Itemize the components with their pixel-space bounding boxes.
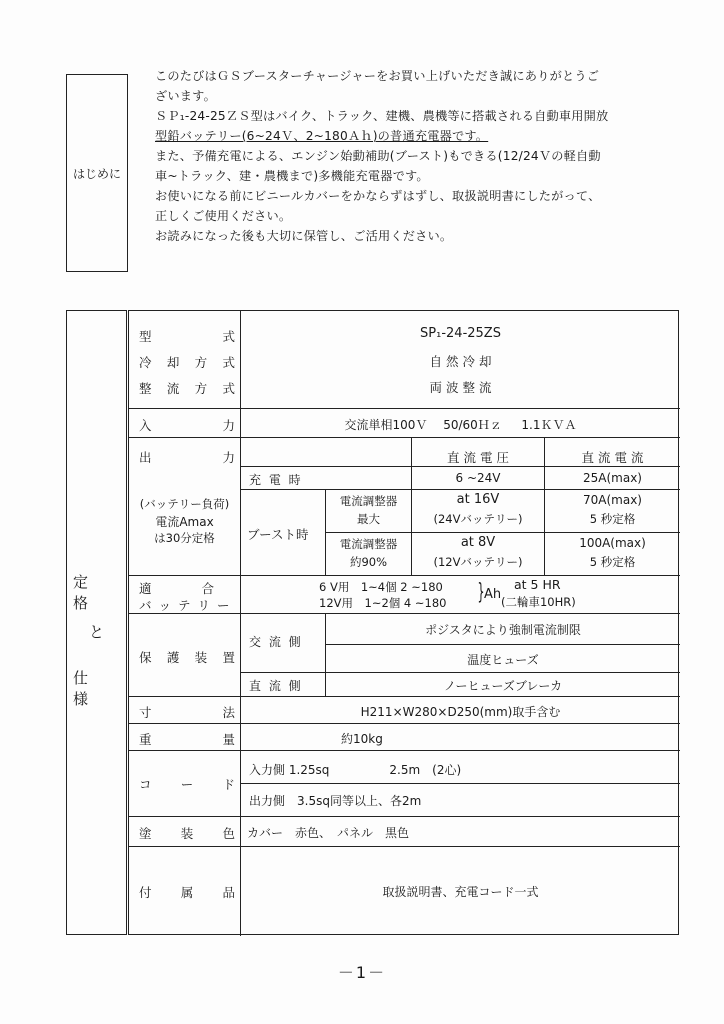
intro-line: 車~トラック、建・農機まで)多機能充電器です。 (155, 169, 429, 183)
spec-section-label-3: 仕 様 (73, 669, 103, 708)
label-char: 法 (222, 705, 235, 720)
intro-line: 型鉛バッテリー(6~24Ｖ、2~180Ａｈ)の普通充電器です。 (155, 129, 489, 143)
label-char: 置 (222, 650, 235, 665)
row-divider (129, 696, 680, 697)
boost-voltage-1a: at 16V (456, 492, 500, 507)
label-weight (139, 730, 235, 748)
row-divider (129, 408, 680, 409)
boost-regulator-2a: 電流調整器 (339, 537, 398, 551)
label-column-divider (240, 311, 241, 936)
boost-current-1a: 70A(max) (583, 493, 642, 507)
spec-section-label-box (66, 310, 127, 935)
intro-line: ＳＰ₁-24-25ＺＳ型はバイク、トラック、建機、農機等に搭載される自動車用開放 (155, 109, 609, 123)
spec-table (128, 310, 679, 935)
row-divider (129, 846, 680, 847)
row-divider (129, 750, 680, 751)
boost-label: ブースト時 (247, 527, 309, 542)
label-char: 却 (166, 355, 180, 370)
label-char: 護 (166, 650, 180, 665)
ac-side-label: 交 流 側 (249, 635, 303, 649)
label-protection (139, 648, 235, 666)
boost-voltage-2a: at 8V (460, 535, 496, 550)
intro-line: このたびはＧＳブースターチャージャーをお買い上げいただき誠にありがとうご (155, 69, 600, 83)
output-divider (325, 532, 680, 533)
boost-current-2b: 5 秒定格 (589, 555, 636, 569)
label-char: 冷 (139, 355, 152, 370)
label-dimensions (139, 703, 235, 721)
output-note-1: (バッテリー負荷) (139, 497, 230, 511)
output-note-3: は30分定格 (154, 531, 215, 545)
intro-label: はじめに (72, 166, 121, 181)
boost-voltage-1b: (24Vバッテリー) (433, 512, 523, 526)
header-dc-voltage: 直 流 電 圧 (447, 450, 509, 465)
boost-regulator-2b: 約90% (349, 555, 388, 569)
battery-unit: Ah (484, 587, 502, 602)
dc-side-label: 直 流 側 (249, 679, 303, 693)
boost-voltage-2b: (12Vバッテリー) (433, 555, 523, 569)
label-char: ド (222, 777, 235, 792)
battery-rate-note: (二輪車10HR) (501, 595, 576, 609)
boost-regulator-1a: 電流調整器 (339, 494, 398, 508)
label-accessories (139, 883, 235, 901)
label-char: 装 (180, 826, 194, 841)
label-char: 式 (222, 355, 235, 370)
label-char: 入 (139, 418, 152, 433)
label-char: 属 (180, 885, 194, 900)
ac-side-item-1: ポジスタにより強制電流制限 (425, 623, 581, 637)
label-cord (139, 775, 235, 793)
row-divider (129, 816, 680, 817)
label-char: 方 (194, 381, 208, 396)
row-divider (129, 575, 680, 576)
label-char: 式 (222, 381, 235, 396)
label-char: 保 (139, 650, 152, 665)
spec-section-label-2: と (89, 623, 119, 641)
rectification-value: 両 波 整 流 (429, 380, 492, 395)
accessories-value: 取扱説明書、充電コード一式 (382, 885, 539, 899)
label-model (139, 327, 235, 345)
cord-input: 入力側 1.25sq 2.5m (2心) (249, 763, 462, 777)
cord-divider (241, 783, 680, 784)
label-char: 色 (222, 826, 235, 841)
weight-value: 約10kg (341, 732, 383, 746)
label-char: 型 (139, 329, 152, 344)
boost-regulator-1b: 最大 (357, 512, 380, 526)
label-input (139, 416, 235, 434)
boost-current-2a: 100A(max) (579, 536, 646, 550)
header-dc-current: 直 流 電 流 (581, 450, 644, 465)
protection-divider (241, 672, 680, 673)
dc-side-item: ノーヒューズブレーカ (443, 679, 563, 693)
protection-divider (325, 644, 680, 645)
label-rectification (139, 379, 235, 397)
label-char: 力 (222, 418, 235, 433)
model-value: SP₁-24-25ZS (420, 326, 501, 341)
label-char: 式 (222, 329, 235, 344)
label-char: 装 (194, 650, 208, 665)
label-char: 流 (166, 381, 180, 396)
label-char: 整 (139, 381, 152, 396)
label-char: 力 (222, 450, 235, 465)
label-char: 塗 (139, 826, 152, 841)
ac-side-item-2: 温度ヒューズ (467, 653, 539, 667)
output-divider (241, 466, 680, 467)
label-paint (139, 824, 235, 842)
cooling-value: 自 然 冷 却 (429, 354, 492, 369)
input-value: 交流単相100Ｖ 50/60Ｈｚ 1.1ＫＶＡ (344, 418, 577, 432)
spec-section-label-1: 定 格 (73, 573, 103, 612)
intro-label-box (66, 74, 128, 272)
label-char: 品 (222, 885, 235, 900)
output-note-2: 電流Amax (155, 515, 214, 529)
intro-text (155, 66, 675, 246)
battery-line-1: 6 V用 1~4個 2 ~180 (319, 580, 443, 594)
intro-line: また、予備充電による、エンジン始動補助(ブースト)もできる(12/24Ｖの軽自動 (155, 149, 601, 163)
intro-line: 正しくご使用ください。 (155, 209, 292, 223)
label-char: 重 (139, 732, 152, 747)
charging-label: 充 電 時 (249, 473, 303, 487)
label-char: 寸 (139, 705, 152, 720)
charging-current: 25A(max) (583, 471, 642, 485)
cord-output: 出力側 3.5sq同等以上、各2m (249, 794, 422, 808)
boost-current-1b: 5 秒定格 (589, 512, 636, 526)
battery-rate: at 5 HR (514, 577, 561, 592)
label-char: 方 (194, 355, 208, 370)
label-char: 付 (139, 885, 152, 900)
label-char: 出 (139, 450, 152, 465)
output-divider (241, 489, 680, 490)
label-output (139, 448, 235, 466)
label-char: ー (180, 777, 194, 792)
row-divider (129, 437, 680, 438)
label-battery-1: 適 合 (139, 581, 215, 596)
label-char: 量 (222, 732, 235, 747)
intro-line: お読みになった後も大切に保管し、ご活用ください。 (155, 229, 453, 243)
label-battery-2: バッテリー (139, 598, 237, 613)
intro-line: ざいます。 (155, 89, 216, 103)
label-cooling (139, 353, 235, 371)
page-number: －1－ (337, 963, 387, 982)
battery-brace: } (477, 580, 485, 605)
dimensions-value: H211×W280×D250(mm)取手含む (360, 705, 561, 719)
charging-voltage: 6 ~24V (455, 471, 501, 485)
battery-line-2: 12V用 1~2個 4 ~180 (319, 596, 447, 610)
label-char: コ (139, 777, 152, 792)
row-divider (129, 723, 680, 724)
paint-value: カバー 赤色、 パネル 黒色 (247, 826, 410, 840)
intro-line: お使いになる前にビニールカバーをかならずはずし、取扱説明書にしたがって、 (155, 189, 601, 203)
